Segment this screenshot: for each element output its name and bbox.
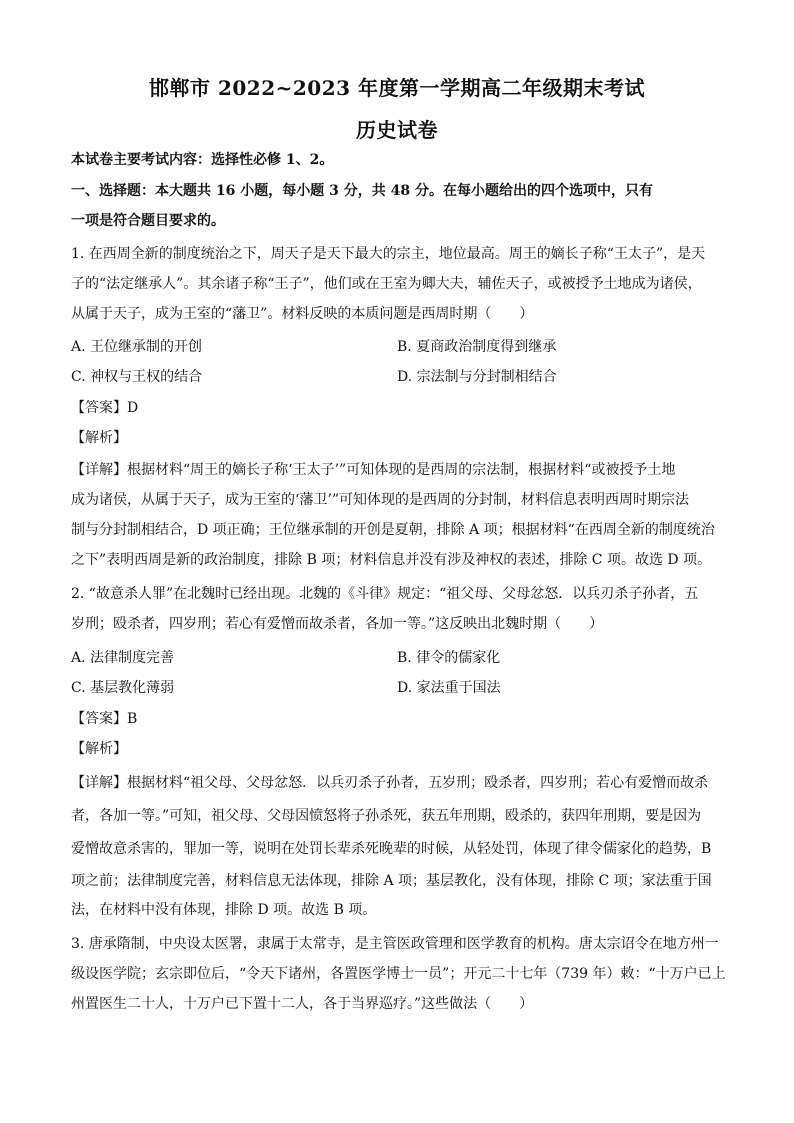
q1-detail-line-1: 【详解】根据材料“周王的嫡长子称‘王太子’”可知体现的是西周的宗法制，根据材料“或被授予土地 (71, 462, 676, 478)
q3-text-line-3: 州置医生二十人，十万户已下置十二人，各于当界巡疗。”这些做法（ ） (71, 996, 534, 1012)
q1-option-d: D. 宗法制与分封制相结合 (397, 369, 557, 385)
q2-option-d: D. 家法重于国法 (397, 680, 501, 696)
q1-text-line-2: 子的“法定继承人”。其余诸子称“王子”，他们或在王室为卿大夫，辅佐天子，或被授予土地成为诸侯， (71, 276, 702, 292)
q1-option-c: C. 神权与王权的结合 (71, 369, 203, 385)
q2-detail-line-4: 项之前；法律制度完善，材料信息无法体现，排除 A 项；基层教化，没有体现，排除 C 项；家法重于国 (71, 873, 712, 889)
q1-detail-line-3: 制与分封制相结合，D 项正确；王位继承制的开创是夏朝，排除 A 项；根据材料“在西周全新的制度统治 (71, 522, 715, 538)
q2-analysis-label: 【解析】 (71, 741, 127, 757)
section-heading-line-1: 一、选择题：本大题共 16 小题，每小题 3 分，共 48 分。在每小题给出的四个选项中，只有 (71, 183, 653, 199)
q2-detail-line-3: 爱憎故意杀害的，罪加一等，说明在处罚长辈杀死晚辈的时候，从轻处罚，体现了律令儒家化的趋势，B (71, 841, 712, 857)
q1-option-a: A. 王位继承制的开创 (71, 339, 203, 355)
q1-detail-line-4: 之下”表明西周是新的政治制度，排除 B 项；材料信息并没有涉及神权的表述，排除 C 项。故选 D 项。 (71, 552, 712, 568)
q3-text-line-1: 3. 唐承隋制，中央设太医署，隶属于太常寺，是主管医政管理和医学教育的机构。唐太宗诏令在地方州一 (71, 936, 719, 952)
q2-detail-line-1: 【详解】根据材料“祖父母、父母忿怒．以兵刃杀子孙者，五岁刑；殴杀者，四岁刑；若心有爱憎而故杀 (71, 775, 709, 791)
q2-text-line-1: 2. “故意杀人罪”在北魏时已经出现。北魏的《斗律》规定：“祖父母、父母忿怒．以兵刃杀子孙者，五 (71, 586, 699, 602)
q1-analysis-label: 【解析】 (71, 430, 127, 446)
q2-option-b: B. 律令的儒家化 (397, 650, 501, 666)
q1-option-b: B. 夏商政治制度得到继承 (397, 339, 557, 355)
q2-text-line-2: 岁刑；殴杀者，四岁刑；若心有爱憎而故杀者，各加一等。”这反映出北魏时期（ ） (71, 616, 604, 632)
q1-answer: 【答案】D (71, 400, 139, 416)
exam-title: 邯郸市 2022~2023 年度第一学期高二年级期末考试 (148, 76, 645, 100)
q2-detail-line-2: 者，各加一等。”可知，祖父母、父母因愤怒将子孙杀死，获五年刑期，殴杀的，获四年刑期，要是因为 (71, 808, 702, 824)
section-heading-line-2: 一项是符合题目要求的。 (71, 213, 225, 229)
q1-text-line-1: 1. 在西周全新的制度统治之下，周天子是天下最大的宗主，地位最高。周王的嫡长子称“王太子”，是天 (71, 246, 706, 262)
q2-option-a: A. 法律制度完善 (71, 650, 175, 666)
q1-detail-line-2: 成为诸侯，从属于天子，成为王室的‘藩卫’”可知体现的是西周的分封制，材料信息表明西周时期宗法 (71, 492, 690, 508)
q1-text-line-3: 从属于天子，成为王室的“藩卫”。材料反映的本质问题是西周时期（ ） (71, 306, 534, 322)
q2-option-c: C. 基层教化薄弱 (71, 680, 175, 696)
exam-subtitle: 历史试卷 (356, 118, 438, 142)
exam-scope: 本试卷主要考试内容：选择性必修 1、2。 (71, 152, 334, 168)
q3-text-line-2: 级设医学院；玄宗即位后，“令天下诸州，各置医学博士一员”；开元二十七年（739 年）敕：“十万户已上 (71, 966, 726, 982)
q2-detail-line-5: 法，在材料中没有体现，排除 D 项。故选 B 项。 (71, 902, 377, 918)
q2-answer: 【答案】B (71, 711, 138, 727)
